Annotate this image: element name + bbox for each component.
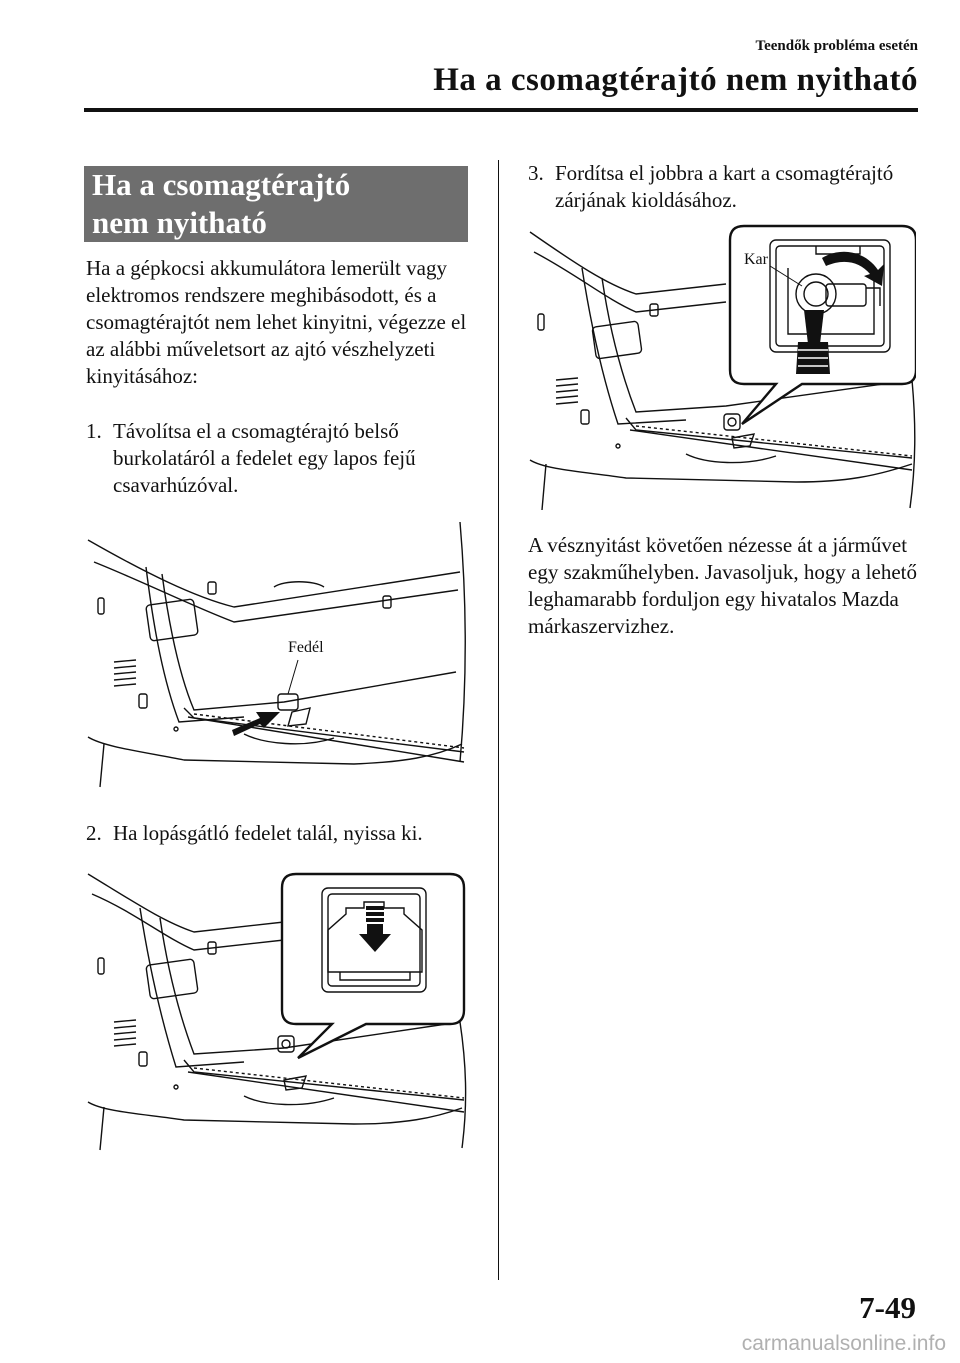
intro-paragraph: Ha a gépkocsi akkumulátora lemerült vagy elektromos rendszere meghibásodott, és a csomagtérajtót nem lehet kinyitni, végezze el az alábbi műveletsort az ajtó vészhelyzeti kinyitásához:: [86, 256, 467, 388]
running-header-section: Teendők probléma esetén: [755, 38, 918, 54]
footer-watermark: carmanualsonline.info: [741, 1332, 946, 1355]
page-number: 7-49: [859, 1290, 916, 1325]
step-2-number: 2.: [86, 821, 102, 845]
running-header-title: Ha a csomagtérajtó nem nyitható: [433, 62, 918, 98]
figure-open-antitheft-cover: [84, 862, 468, 1152]
figure-turn-lever: [526, 224, 916, 514]
section-heading-line2: nem nyitható: [92, 205, 267, 240]
step-2-text: Ha lopásgátló fedelet talál, nyissa ki.: [113, 821, 423, 845]
column-divider: [498, 160, 499, 1280]
step-3-text: Fordítsa el jobbra a kart a csomagtérajtó zárjának kioldásához.: [555, 161, 894, 212]
after-paragraph: A vésznyitást követően nézesse át a járművet egy szakműhelyben. Javasoljuk, hogy a lehető leghamarabb forduljon egy hivatalos Mazda márkaszervizhez.: [528, 533, 917, 638]
step-3-number: 3.: [528, 161, 544, 185]
step-1: [86, 418, 471, 499]
figure-label-lever: Kar: [744, 251, 768, 268]
figure-label-cover: Fedél: [288, 639, 324, 656]
step-1-text: Távolítsa el a csomagtérajtó belső burkolatáról a fedelet egy lapos fejű csavarhúzóval.: [113, 419, 416, 497]
section-heading-box: [84, 166, 468, 242]
step-1-number: 1.: [86, 419, 102, 443]
step-2: [86, 820, 486, 847]
section-heading-line1: Ha a csomagtérajtó: [92, 167, 351, 202]
figure-remove-cover: [84, 512, 468, 790]
step-3: [528, 160, 918, 214]
header-rule: [84, 108, 918, 112]
